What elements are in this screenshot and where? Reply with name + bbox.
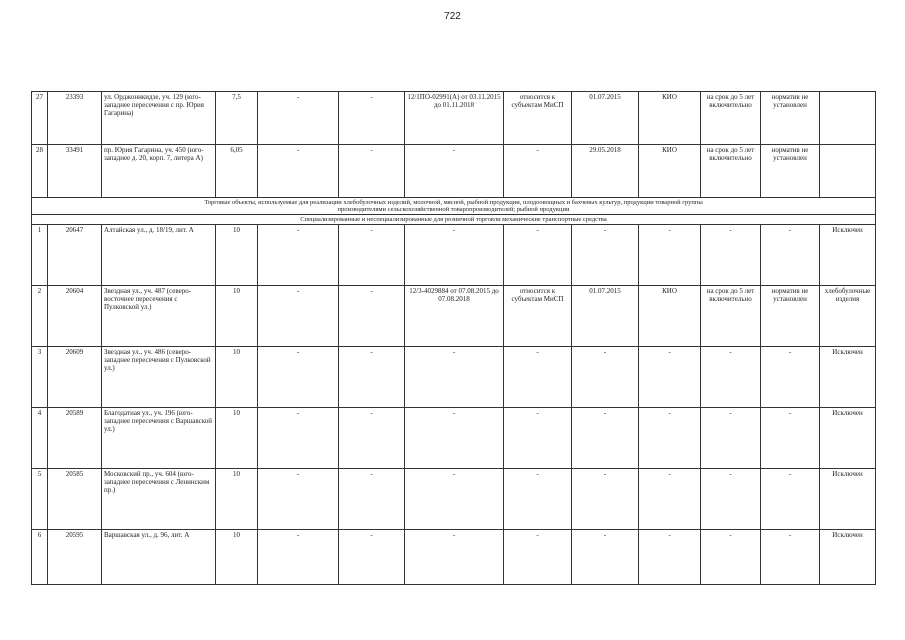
object-id: 20585: [48, 469, 102, 530]
row-number: 28: [32, 145, 48, 198]
object-id: 20595: [48, 530, 102, 585]
norm-cell: -: [761, 347, 820, 408]
subject-cell: -: [504, 225, 572, 286]
term-cell: на срок до 5 лет включительно: [701, 286, 761, 347]
contract-cell: -: [405, 408, 504, 469]
value-cell: -: [258, 92, 339, 145]
address-cell: Алтайская ул., д. 18/19, лит. А: [102, 225, 216, 286]
note-cell: Исключен: [820, 347, 876, 408]
date-cell: 01.07.2015: [572, 286, 639, 347]
note-cell: Исключен: [820, 408, 876, 469]
section-heading-row: [32, 198, 876, 215]
value-cell: -: [339, 530, 405, 585]
area-cell: 10: [216, 225, 258, 286]
address-cell: Благодатная ул., уч. 196 (юго-западнее пересечения с Варшавской ул.): [102, 408, 216, 469]
organization-cell: -: [639, 347, 701, 408]
note-cell: [820, 92, 876, 145]
table-row: [32, 286, 876, 347]
subject-cell: -: [504, 145, 572, 198]
value-cell: -: [339, 225, 405, 286]
organization-cell: КИО: [639, 145, 701, 198]
table-row: [32, 347, 876, 408]
norm-cell: норматив не установлен: [761, 92, 820, 145]
row-number: 5: [32, 469, 48, 530]
note-cell: хлебобулочные изделия: [820, 286, 876, 347]
value-cell: -: [258, 469, 339, 530]
norm-cell: -: [761, 225, 820, 286]
contract-cell: -: [405, 225, 504, 286]
object-id: 20647: [48, 225, 102, 286]
row-number: 27: [32, 92, 48, 145]
contract-cell: -: [405, 469, 504, 530]
term-cell: -: [701, 530, 761, 585]
term-cell: на срок до 5 лет включительно: [701, 145, 761, 198]
page-number: 722: [444, 11, 461, 22]
table-row: [32, 225, 876, 286]
address-cell: Варшавская ул., д. 96, лит. А: [102, 530, 216, 585]
section-subheading-row: [32, 215, 876, 225]
organization-cell: КИО: [639, 286, 701, 347]
registry-body-top: [32, 92, 876, 198]
object-id: 33491: [48, 145, 102, 198]
subject-cell: относится к субъектам МиСП: [504, 92, 572, 145]
row-number: 4: [32, 408, 48, 469]
contract-cell: -: [405, 347, 504, 408]
area-cell: 10: [216, 530, 258, 585]
value-cell: -: [258, 347, 339, 408]
value-cell: -: [258, 530, 339, 585]
organization-cell: -: [639, 469, 701, 530]
registry-table: [31, 91, 876, 585]
section-heading-cell: [32, 198, 876, 215]
area-cell: 10: [216, 347, 258, 408]
norm-cell: -: [761, 469, 820, 530]
value-cell: -: [258, 408, 339, 469]
value-cell: -: [339, 145, 405, 198]
term-cell: -: [701, 408, 761, 469]
organization-cell: КИО: [639, 92, 701, 145]
section-heading-1b: производителями сельскохозяйственной товаропроизводителей; рыбной продукции: [337, 206, 570, 213]
contract-cell: -: [405, 145, 504, 198]
value-cell: -: [339, 92, 405, 145]
date-cell: -: [572, 469, 639, 530]
date-cell: -: [572, 347, 639, 408]
address-cell: Звездная ул., уч. 487 (северо-восточнее пересечения с Пулковской ул.): [102, 286, 216, 347]
subject-cell: -: [504, 530, 572, 585]
value-cell: -: [258, 145, 339, 198]
norm-cell: -: [761, 408, 820, 469]
object-id: 20589: [48, 408, 102, 469]
note-cell: Исключен: [820, 469, 876, 530]
object-id: 20604: [48, 286, 102, 347]
date-cell: 01.07.2015: [572, 92, 639, 145]
note-cell: [820, 145, 876, 198]
table-row: [32, 530, 876, 585]
section-headings: [32, 198, 876, 225]
value-cell: -: [258, 286, 339, 347]
registry-body-main: [32, 225, 876, 585]
value-cell: -: [339, 469, 405, 530]
value-cell: -: [258, 225, 339, 286]
note-cell: Исключен: [820, 225, 876, 286]
date-cell: -: [572, 530, 639, 585]
term-cell: -: [701, 225, 761, 286]
note-cell: Исключен: [820, 530, 876, 585]
area-cell: 10: [216, 408, 258, 469]
row-number: 6: [32, 530, 48, 585]
contract-cell: 12/3-4029884 от 07.08.2015 до 07.08.2018: [405, 286, 504, 347]
date-cell: -: [572, 225, 639, 286]
row-number: 3: [32, 347, 48, 408]
value-cell: -: [339, 347, 405, 408]
organization-cell: -: [639, 408, 701, 469]
term-cell: -: [701, 347, 761, 408]
table-row: [32, 145, 876, 198]
norm-cell: -: [761, 530, 820, 585]
area-cell: 10: [216, 469, 258, 530]
subject-cell: относится к субъектам МиСП: [504, 286, 572, 347]
row-number: 1: [32, 225, 48, 286]
section-heading-2: Специализированные и неспециализированные для розничной торговли механические транспортные средства: [32, 215, 876, 225]
term-cell: на срок до 5 лет включительно: [701, 92, 761, 145]
subject-cell: -: [504, 347, 572, 408]
row-number: 2: [32, 286, 48, 347]
organization-cell: -: [639, 225, 701, 286]
table-row: [32, 408, 876, 469]
area-cell: 7,5: [216, 92, 258, 145]
subject-cell: -: [504, 469, 572, 530]
area-cell: 6,05: [216, 145, 258, 198]
object-id: 23393: [48, 92, 102, 145]
date-cell: -: [572, 408, 639, 469]
contract-cell: 12/1ПО-02991(А) от 03.11.2015 до 01.11.2018: [405, 92, 504, 145]
value-cell: -: [339, 286, 405, 347]
date-cell: 29.05.2018: [572, 145, 639, 198]
table-row: [32, 469, 876, 530]
object-id: 20609: [48, 347, 102, 408]
address-cell: пр. Юрия Гагарина, уч. 450 (юго-западнее д. 20, корп. 7, литера А): [102, 145, 216, 198]
table-row: [32, 92, 876, 145]
section-heading-1: Торговые объекты, используемые для реализации хлебобулочных изделий, молочной, мясной, рыбной продукции, плодоовощных и бахчевых культур, продукции товарной группы: [204, 199, 703, 206]
address-cell: Звездная ул., уч. 486 (северо-западнее пересечения с Пулковской ул.): [102, 347, 216, 408]
area-cell: 10: [216, 286, 258, 347]
norm-cell: норматив не установлен: [761, 145, 820, 198]
norm-cell: норматив не установлен: [761, 286, 820, 347]
subject-cell: -: [504, 408, 572, 469]
organization-cell: -: [639, 530, 701, 585]
value-cell: -: [339, 408, 405, 469]
address-cell: ул. Орджоникидзе, уч. 129 (юго-западнее пересечения с пр. Юрия Гагарина): [102, 92, 216, 145]
address-cell: Московский пр., уч. 604 (юго-западнее пересечения с Ленинским пр.): [102, 469, 216, 530]
term-cell: -: [701, 469, 761, 530]
contract-cell: -: [405, 530, 504, 585]
